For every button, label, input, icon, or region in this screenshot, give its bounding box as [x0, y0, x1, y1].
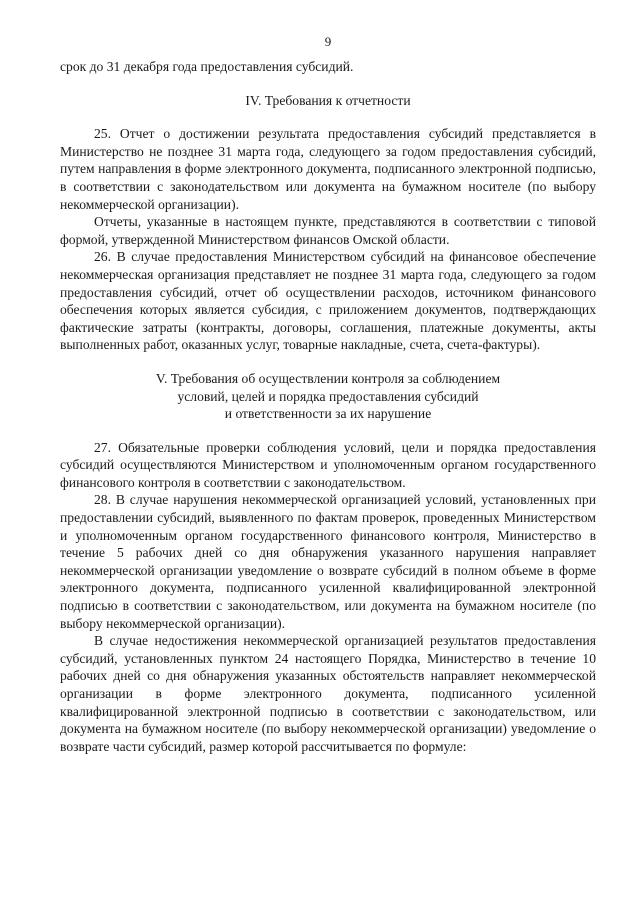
- paragraph-26: 26. В случае предоставления Министерством субсидий на финансовое обеспечение некоммерческая организация представляет не позднее 31 марта года, следующего за годом предоставления субсидий, отчет об осуществлении расходов, источником финансового обеспечения которых является субсидия, с приложением документов, подтверждающих фактические затраты (контракты, договоры, соглашения, платежные документы, акты выполненных работ, оказанных услуг, товарные накладные, счета, счета-фактуры).: [60, 249, 596, 353]
- document-body: [60, 58, 596, 755]
- section-heading-v-line-2: условий, целей и порядка предоставления субсидий: [177, 388, 479, 404]
- paragraph-27: 27. Обязательные проверки соблюдения условий, цели и порядка предоставления субсидий осуществляются Министерством и уполномоченным органом государственного финансового контроля в соответствии с законодательством.: [60, 439, 596, 490]
- section-heading-v-line-1: V. Требования об осуществлении контроля за соблюдением: [155, 370, 501, 386]
- section-heading-v-line-3: и ответственности за их нарушение: [224, 406, 432, 422]
- paragraph-continuation: срок до 31 декабря года предоставления субсидий.: [60, 59, 354, 74]
- page-number: 9: [324, 34, 332, 49]
- paragraph-28: 28. В случае нарушения некоммерческой организацией условий, установленных при предоставлении субсидий, выявленного по фактам проверок, проведенных Министерством и уполномоченным органом государственного финансового контроля, Министерство в течение 5 рабочих дней со дня обнаружения указанного нарушения направляет некоммерческой организации уведомление о возврате субсидий в полном объеме в форме электронного документа, подписанного усиленной квалифицированной электронной подписью в соответствии с законодательством, или документа на бумажном носителе (по выбору некоммерческой организации).: [60, 492, 596, 631]
- section-heading-v: [60, 370, 596, 423]
- paragraph-25: 25. Отчет о достижении результата предоставления субсидий представляется в Министерство не позднее 31 марта года, следующего за годом предоставления субсидий, путем направления в форме электронного документа, подписанного электронной подписью, в соответствии с законодательством или документа на бумажном носителе (по выбору некоммерческой организации).: [60, 126, 596, 212]
- section-heading-iv: IV. Требования к отчетности: [245, 92, 411, 108]
- paragraph-28-non-achievement: В случае недостижения некоммерческой организацией результатов предоставления субсидий, установленных пунктом 24 настоящего Порядка, Министерство в течение 10 рабочих дней со дня обнаружения указанных обстоятельств направляет некоммерческой организации в форме электронного документа, подписанного усиленной квалифицированной электронной подписью в соответствии с законодательством, или документа на бумажном носителе (по выбору некоммерческой организации) уведомление о возврате части субсидий, размер которой рассчитывается по формуле:: [60, 633, 596, 754]
- paragraph-25-reports: Отчеты, указанные в настоящем пункте, представляются в соответствии с типовой формой, утвержденной Министерством финансов Омской области.: [60, 214, 596, 247]
